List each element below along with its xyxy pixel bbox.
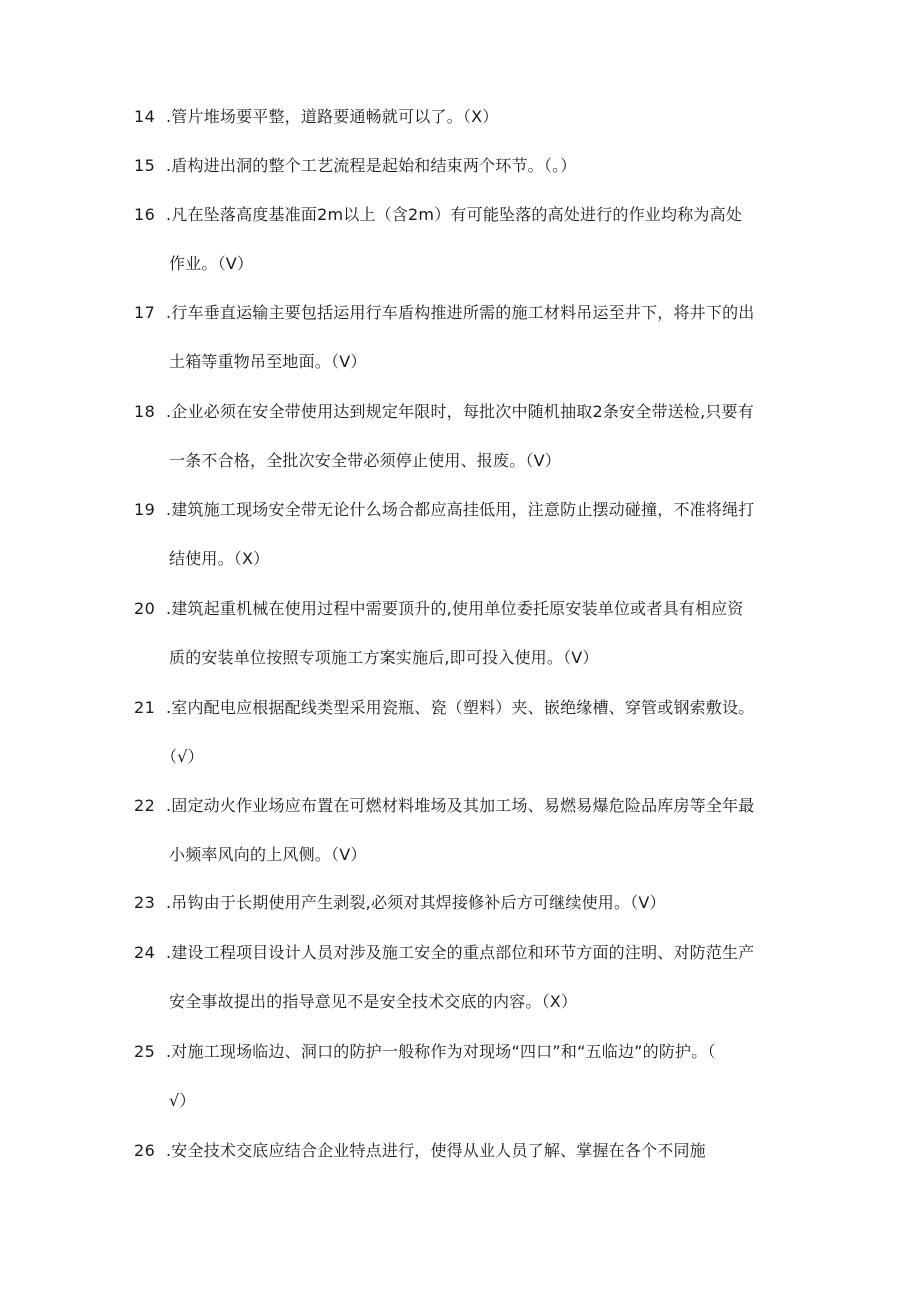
question-number: 26 — [134, 1141, 156, 1160]
question-text: .室内配电应根据配线类型采用瓷瓶、瓷（塑料）夹、嵌绝缘槽、穿管或钢索敷设。 — [166, 698, 755, 717]
question-text-continued: 质的安装单位按照专项施工方案实施后,即可投入使用。（V） — [169, 648, 599, 667]
question-text-continued: 结使用。（X） — [169, 549, 270, 568]
question-text: .对施工现场临边、洞口的防护一般称作为对现场“四口”和“五临边”的防护。（ — [166, 1042, 716, 1061]
question-number: 17 — [134, 303, 156, 322]
question-text: .吊钩由于长期使用产生剥裂,必须对其焊接修补后方可继续使用。（V） — [166, 893, 666, 912]
question-number: 21 — [134, 698, 156, 717]
question-text: .管片堆场要平整，道路要通畅就可以了。（X） — [166, 107, 499, 126]
question-number: 25 — [134, 1042, 156, 1061]
question-number: 24 — [134, 943, 156, 962]
question-text: .安全技术交底应结合企业特点进行，使得从业人员了解、掌握在各个不同施 — [166, 1141, 706, 1160]
question-number: 14 — [134, 107, 156, 126]
question-number: 16 — [134, 205, 156, 224]
question-text: .凡在坠落高度基准面2m以上（含2m）有可能坠落的高处进行的作业均称为高处 — [166, 205, 743, 224]
question-text: .建设工程项目设计人员对涉及施工安全的重点部位和环节方面的注明、对防范生产 — [166, 943, 755, 962]
question-text-continued: 作业。（V） — [169, 254, 254, 273]
question-text: .固定动火作业场应布置在可燃材料堆场及其加工场、易燃易爆危险品库房等全年最 — [166, 796, 755, 815]
question-text-continued: 安全事故提出的指导意见不是安全技术交底的内容。（X） — [169, 992, 578, 1011]
question-text: .行车垂直运输主要包括运用行车盾构推进所需的施工材料吊运至井下，将井下的出 — [166, 303, 755, 322]
question-text: .盾构进出洞的整个工艺流程是起始和结束两个环节。（。） — [166, 156, 577, 175]
question-number: 20 — [134, 599, 156, 618]
question-number: 23 — [134, 893, 156, 912]
question-text-continued: （√） — [161, 747, 204, 766]
question-text: .建筑施工现场安全带无论什么场合都应高挂低用，注意防止摆动碰撞，不准将绳打 — [166, 500, 755, 519]
question-text: .建筑起重机械在使用过程中需要顶升的,使用单位委托原安装单位或者具有相应资 — [166, 599, 744, 618]
question-number: 22 — [134, 796, 156, 815]
question-text-continued: 小频率风向的上风侧。（V） — [169, 845, 367, 864]
question-number: 15 — [134, 156, 156, 175]
question-number: 18 — [134, 402, 156, 421]
question-text-continued: 土箱等重物吊至地面。（V） — [169, 352, 367, 371]
question-number: 19 — [134, 500, 156, 519]
question-text-continued: √） — [169, 1091, 196, 1110]
question-text: .企业必须在安全带使用达到规定年限时，每批次中随机抽取2条安全带送检,只要有 — [166, 402, 754, 421]
question-text-continued: 一条不合格，全批次安全带必须停止使用、报废。（V） — [169, 451, 561, 470]
